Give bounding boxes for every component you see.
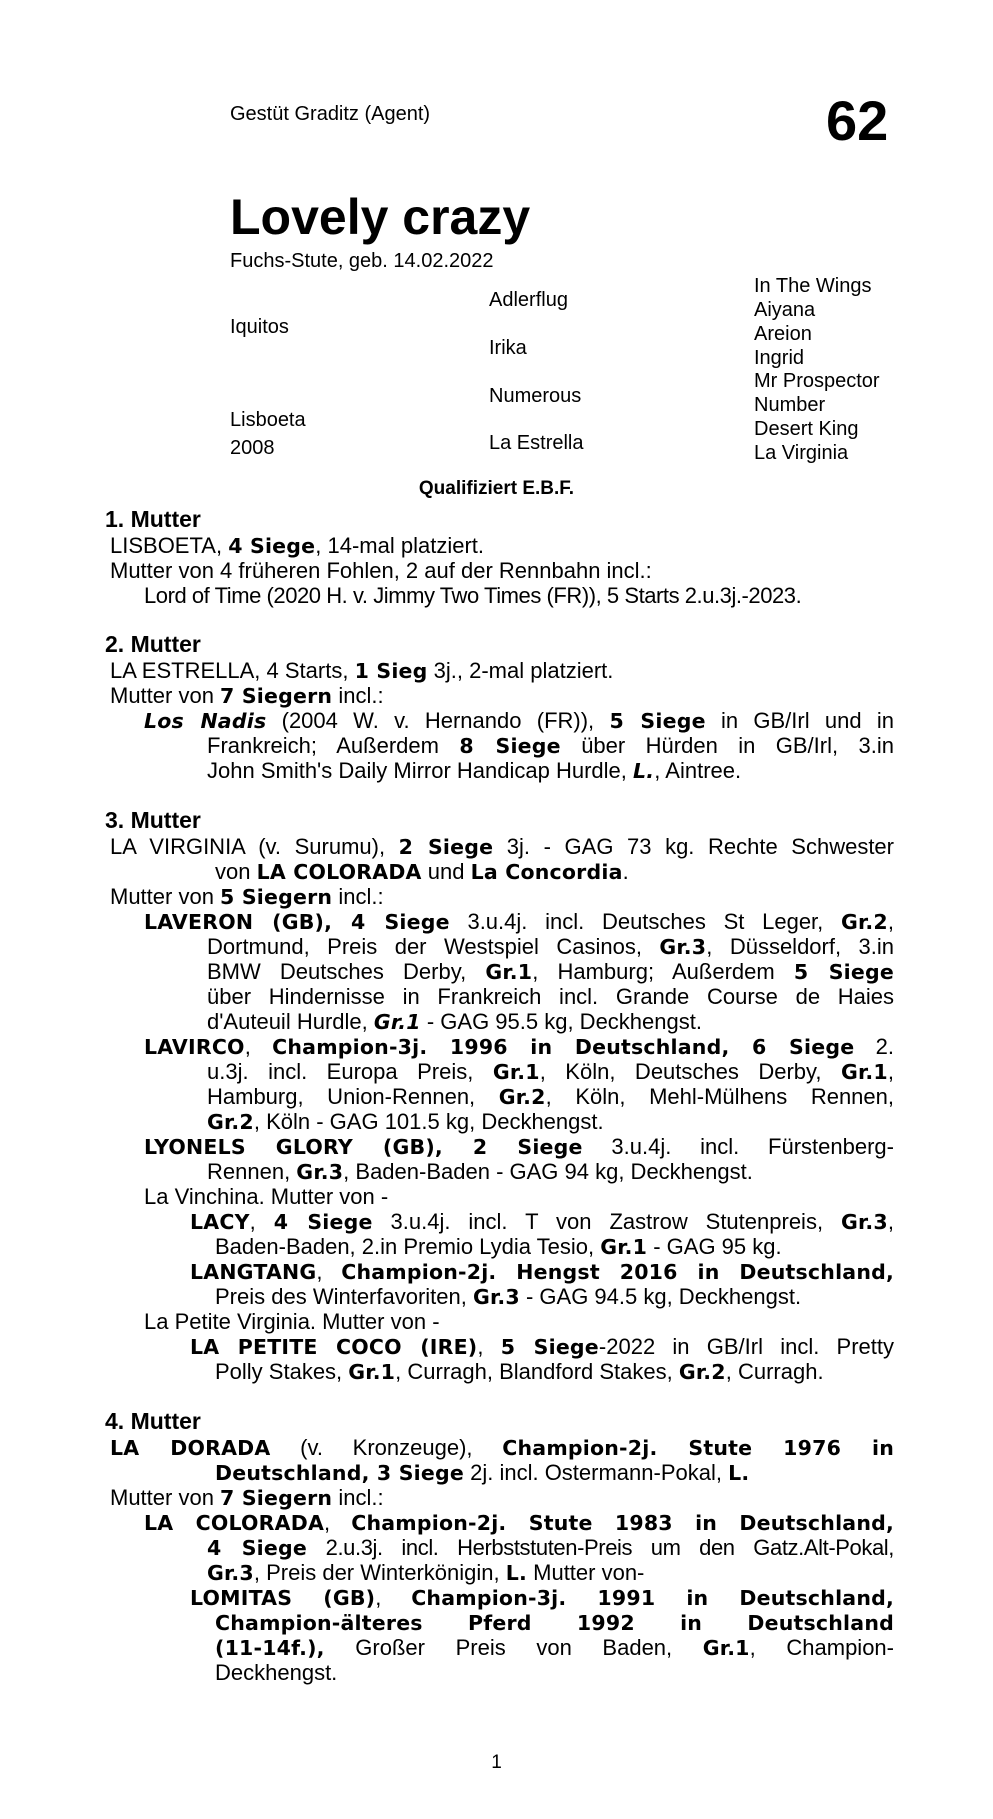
text-line: Mutter von 7 Siegern incl.: — [110, 683, 384, 708]
grand-offspring-line: Deckhengst. — [215, 1660, 338, 1685]
agent-label: Gestüt Graditz (Agent) — [230, 103, 431, 125]
section-title: 4. Mutter — [105, 1408, 201, 1434]
offspring-entry-line: u.3j. incl. Europa Preis, Gr.1, Köln, Deutsches Derby, Gr.1, — [207, 1059, 894, 1084]
offspring-entry: LYONELS GLORY (GB), 2 Siege 3.u.4j. incl. Fürstenberg- — [144, 1134, 894, 1159]
offspring-entry-line: John Smith's Daily Mirror Handicap Hurdle, L., Aintree. — [207, 758, 742, 783]
grand-offspring-entry: LACY, 4 Siege 3.u.4j. incl. T von Zastrow Stutenpreis, Gr.3, — [190, 1209, 894, 1234]
offspring-entry: Lord of Time (2020 H. v. Jimmy Two Times (FR)), 5 Starts 2.u.3j.-2023. — [144, 583, 802, 608]
offspring-entry-line: Gr.3, Preis der Winterkönigin, L. Mutter von- — [207, 1560, 645, 1585]
pedigree-gen2-item: Numerous — [489, 385, 582, 407]
section-title: 1. Mutter — [105, 506, 201, 532]
horse-name: Lovely crazy — [230, 189, 531, 245]
pedigree-gen3-item: Ingrid — [754, 347, 805, 369]
pedigree-gen2-item: Adlerflug — [489, 289, 568, 311]
horse-subtitle: Fuchs-Stute, geb. 14.02.2022 — [230, 250, 494, 272]
text-line: LA DORADA (v. Kronzeuge), Champion-2j. Stute 1976 in — [110, 1435, 894, 1460]
offspring-entry: LA COLORADA, Champion-2j. Stute 1983 in Deutschland, — [144, 1510, 894, 1535]
offspring-entry-line: d'Auteuil Hurdle, Gr.1 - GAG 95.5 kg, Deckhengst. — [207, 1009, 702, 1034]
pedigree-gen3-item: Areion — [754, 323, 812, 345]
offspring-entry: LAVERON (GB), 4 Siege 3.u.4j. incl. Deutsches St Leger, Gr.2, — [144, 909, 895, 934]
grand-offspring-entry: LANGTANG, Champion-2j. Hengst 2016 in Deutschland, — [190, 1259, 894, 1284]
section-title: 3. Mutter — [105, 807, 201, 833]
grand-offspring-line: Preis des Winterfavoriten, Gr.3 - GAG 94.5 kg, Deckhengst. — [215, 1284, 802, 1309]
grand-offspring-line: Baden-Baden, 2.in Premio Lydia Tesio, Gr.1 - GAG 95 kg. — [215, 1234, 782, 1259]
text-line: LA VIRGINIA (v. Surumu), 2 Siege 3j. - GAG 73 kg. Rechte Schwester — [110, 834, 894, 859]
pedigree-gen3-item: In The Wings — [754, 275, 872, 297]
offspring-entry: Los Nadis (2004 W. v. Hernando (FR)), 5 Siege in GB/Irl und in — [144, 708, 894, 733]
text-line: Deutschland, 3 Siege 2j. incl. Ostermann-Pokal, L. — [215, 1460, 750, 1485]
text-line: Mutter von 4 früheren Fohlen, 2 auf der Rennbahn incl.: — [110, 558, 652, 583]
section-title: 2. Mutter — [105, 631, 201, 657]
offspring-entry-line: 4 Siege 2.u.3j. incl. Herbststuten-Preis um den Gatz.Alt-Pokal, — [207, 1535, 894, 1560]
grand-offspring-entry: LA PETITE COCO (IRE), 5 Siege-2022 in GB/Irl incl. Pretty — [190, 1334, 894, 1359]
qualification-note: Qualifiziert E.B.F. — [418, 478, 575, 499]
daughter-entry: La Vinchina. Mutter von - — [144, 1184, 389, 1209]
pedigree-gen3-item: Aiyana — [754, 299, 816, 321]
offspring-entry-line: Rennen, Gr.3, Baden-Baden - GAG 94 kg, Deckhengst. — [207, 1159, 753, 1184]
text-line: Mutter von 7 Siegern incl.: — [110, 1485, 384, 1510]
pedigree-gen3-item: Mr Prospector — [754, 370, 880, 392]
offspring-entry-line: Frankreich; Außerdem 8 Siege über Hürden in GB/Irl, 3.in — [207, 733, 894, 758]
offspring-entry-line: Hamburg, Union-Rennen, Gr.2, Köln, Mehl-Mülhens Rennen, — [207, 1084, 895, 1109]
pedigree-gen3-item: La Virginia — [754, 442, 849, 464]
text-line: Mutter von 5 Siegern incl.: — [110, 884, 384, 909]
pedigree-gen3-item: Number — [754, 394, 826, 416]
grand-offspring-line: Polly Stakes, Gr.1, Curragh, Blandford Stakes, Gr.2, Curragh. — [215, 1359, 824, 1384]
grand-offspring-entry: LOMITAS (GB), Champion-3j. 1991 in Deutschland, — [190, 1585, 894, 1610]
daughter-entry: La Petite Virginia. Mutter von - — [144, 1309, 440, 1334]
offspring-entry: LAVIRCO, Champion-3j. 1996 in Deutschland, 6 Siege 2. — [144, 1034, 894, 1059]
offspring-entry-line: Gr.2, Köln - GAG 101.5 kg, Deckhengst. — [207, 1109, 604, 1134]
pedigree-gen2-item: La Estrella — [489, 432, 584, 454]
lot-number: 62 — [826, 89, 889, 152]
grand-offspring-line: (11-14f.), Großer Preis von Baden, Gr.1, Champion- — [215, 1635, 894, 1660]
text-line: LA ESTRELLA, 4 Starts, 1 Sieg 3j., 2-mal platziert. — [110, 658, 614, 683]
page-number: 1 — [491, 1752, 502, 1773]
pedigree-sire: Iquitos — [230, 316, 289, 338]
text-line: LISBOETA, 4 Siege, 14-mal platziert. — [110, 533, 484, 558]
pedigree-dam: Lisboeta — [230, 409, 306, 431]
pedigree-gen3-item: Desert King — [754, 418, 859, 440]
grand-offspring-line: Champion-älteres Pferd 1992 in Deutschland — [215, 1611, 894, 1635]
offspring-entry-line: BMW Deutsches Derby, Gr.1, Hamburg; Außerdem 5 Siege — [207, 959, 894, 984]
text-line: von LA COLORADA und La Concordia. — [215, 859, 629, 884]
offspring-entry-line: Dortmund, Preis der Westspiel Casinos, Gr.3, Düsseldorf, 3.in — [207, 934, 894, 959]
offspring-entry-line: über Hindernisse in Frankreich incl. Grande Course de Haies — [207, 984, 894, 1009]
pedigree-dam-year: 2008 — [230, 437, 275, 459]
pedigree-gen2-item: Irika — [489, 337, 527, 359]
